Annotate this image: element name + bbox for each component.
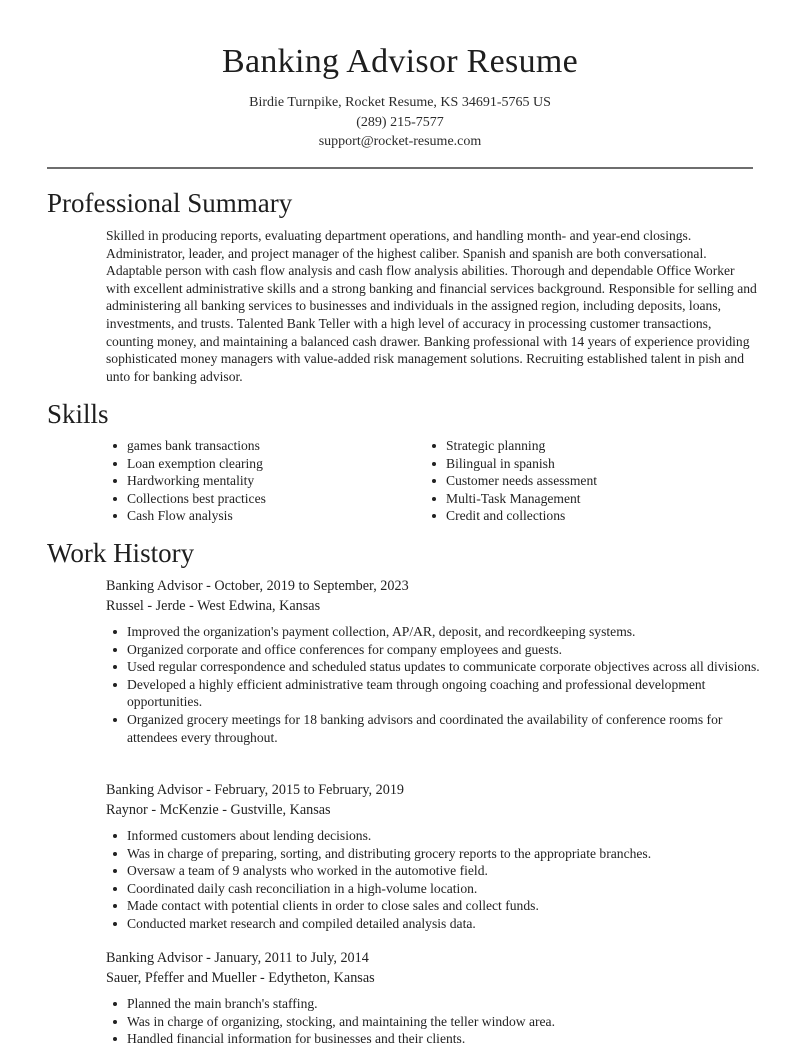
job-3-bullets [106,995,766,1048]
job-bullet: Informed customers about lending decisions. [106,827,766,845]
job-bullet: Organized grocery meetings for 18 banking advisors and coordinated the availability of conference rooms for attendees every throughout. [106,711,766,746]
skill-item: games bank transactions [106,437,406,455]
skill-item: Customer needs assessment [425,472,745,490]
job-bullet: Organized corporate and office conferences for company employees and guests. [106,641,766,659]
job-bullet: Made contact with potential clients in order to close sales and collect funds. [106,897,766,915]
skill-item: Credit and collections [425,507,745,525]
skills-heading: Skills [47,399,109,429]
job-bullet: Handled financial information for businesses and their clients. [106,1030,766,1048]
work-history-heading: Work History [47,538,195,568]
job-bullet: Planned the main branch's staffing. [106,995,766,1013]
job-2-title: Banking Advisor - February, 2015 to February, 2019 [106,782,405,798]
job-1-title: Banking Advisor - October, 2019 to September, 2023 [106,578,409,594]
job-bullet: Coordinated daily cash reconciliation in a high-volume location. [106,880,766,898]
summary-heading: Professional Summary [47,188,293,218]
skill-item: Cash Flow analysis [106,507,406,525]
contact-email[interactable]: support@rocket-resume.com [318,134,482,149]
job-bullet: Conducted market research and compiled detailed analysis data. [106,915,766,933]
job-2-company: Raynor - McKenzie - Gustville, Kansas [106,802,331,818]
job-3-company: Sauer, Pfeffer and Mueller - Edytheton, Kansas [106,970,375,986]
job-bullet: Used regular correspondence and scheduled status updates to communicate corporate objectives across all divisions. [106,658,766,676]
skill-item: Multi-Task Management [425,490,745,508]
skills-list-right [425,437,745,525]
page-title: Banking Advisor Resume [221,43,579,80]
skill-item: Hardworking mentality [106,472,406,490]
skill-item: Loan exemption clearing [106,455,406,473]
skill-item: Bilingual in spanish [425,455,745,473]
contact-phone: (289) 215-7577 [356,114,444,130]
summary-text: Skilled in producing reports, evaluating department operations, and handling month- and year-end closings. Administrator, leader, and project manager of the highest caliber. Spanish and spanish are both conversational. Adaptable person with cash flow analysis and cash flow analysis abilities. Thorough and dependable Office Worker with excellent administrative skills and a strong banking and financial services background. Responsible for selling and administering all banking services to businesses and individuals in the assigned region, including deposits, loans, investments, and trusts. Talented Bank Teller with a high level of accuracy in processing customer transactions, counting money, and maintaining a balanced cash drawer. Banking professional with 14 years of experience providing sophisticated money managers with value-added risk management solutions. Recruiting established talent in pish and unto for banking advisor. [106,228,757,384]
job-1-company: Russel - Jerde - West Edwina, Kansas [106,598,321,614]
job-bullet: Improved the organization's payment collection, AP/AR, deposit, and recordkeeping systems. [106,623,766,641]
skill-item: Strategic planning [425,437,745,455]
skill-item: Collections best practices [106,490,406,508]
header-divider [47,167,753,169]
job-2-bullets [106,827,766,933]
job-bullet: Was in charge of organizing, stocking, and maintaining the teller window area. [106,1013,766,1031]
skills-list-left [106,437,406,525]
job-1-bullets [106,623,766,746]
job-bullet: Oversaw a team of 9 analysts who worked in the automotive field. [106,862,766,880]
job-3-title: Banking Advisor - January, 2011 to July, 2014 [106,950,369,966]
job-bullet: Was in charge of preparing, sorting, and distributing grocery reports to the appropriate branches. [106,845,766,863]
job-bullet: Developed a highly efficient administrative team through ongoing coaching and professional development opportunities. [106,676,766,711]
contact-address: Birdie Turnpike, Rocket Resume, KS 34691-5765 US [249,95,551,110]
contact-info [0,93,800,152]
